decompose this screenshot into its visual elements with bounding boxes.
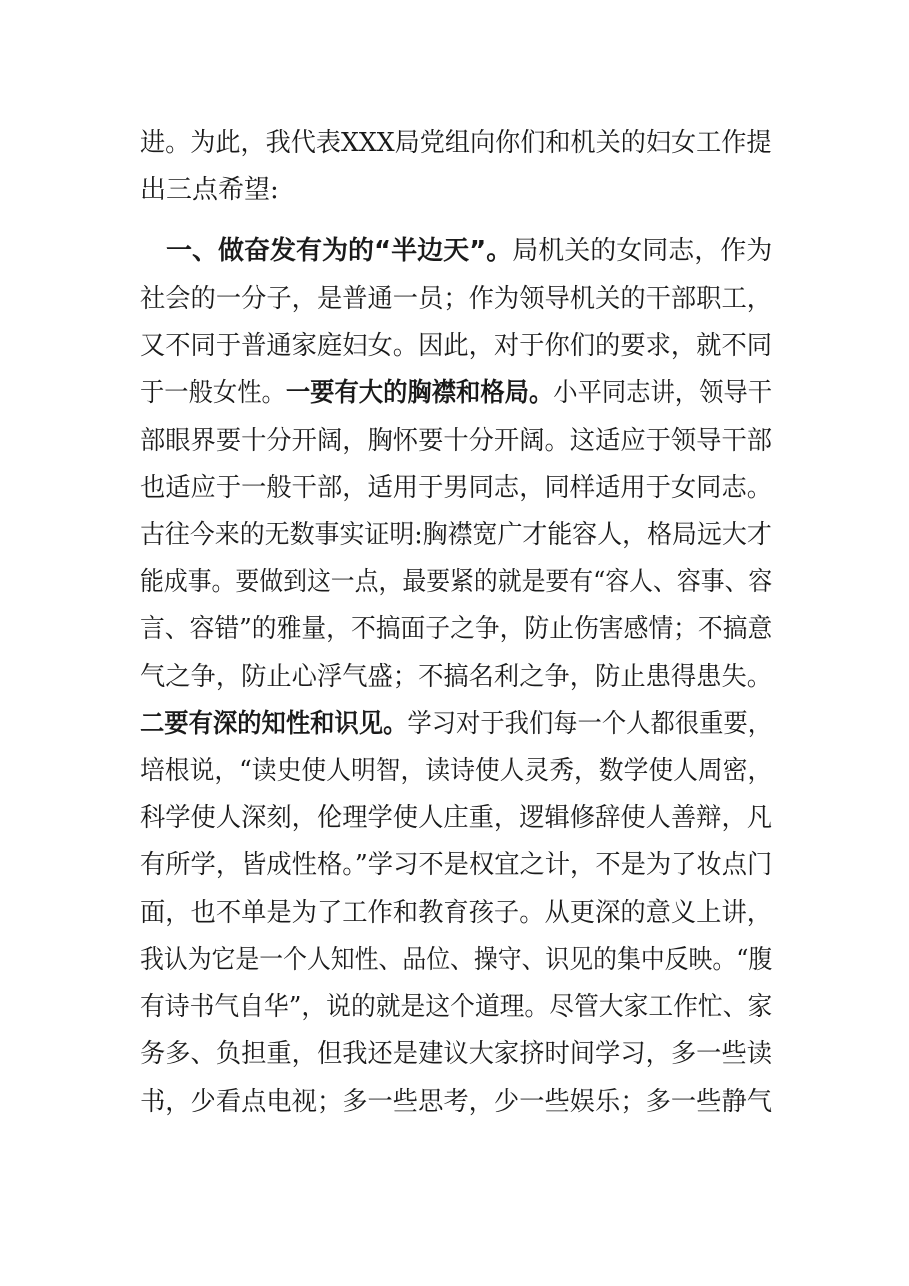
text-line: 部眼界要十分开阔，胸怀要十分开阔。这适应于领导干部 [140, 426, 773, 456]
text-line: 气之争，防止心浮气盛；不搞名利之争，防止患得患失。 [140, 662, 773, 692]
text-line: 社会的一分子，是普通一员；作为领导机关的干部职工， [140, 284, 773, 314]
text-line: 二要有深的知性和识见。学习对于我们每一个人都很重要， [140, 709, 773, 739]
text-line: 我认为它是一个人知性、品位、操守、识见的集中反映。“腹 [140, 945, 773, 975]
section-heading: 一、做奋发有为的“半边天”。 [166, 236, 513, 266]
text-line: 进。为此，我代表XXX局党组向你们和机关的妇女工作提 [140, 128, 772, 158]
text-line: 又不同于普通家庭妇女。因此，对于你们的要求，就不同 [140, 331, 773, 361]
subheading: 二要有深的知性和识见。 [140, 709, 408, 739]
section-heading-line: 一、做奋发有为的“半边天”。局机关的女同志，作为 [166, 236, 773, 266]
text-line: 言、容错”的雅量，不搞面子之争，防止伤害感情；不搞意 [140, 614, 773, 644]
text-line: 有所学，皆成性格。”学习不是权宜之计，不是为了妆点门 [140, 850, 773, 880]
text-line: 有诗书气自华”，说的就是这个道理。尽管大家工作忙、家 [140, 992, 773, 1022]
text-line: 务多、负担重，但我还是建议大家挤时间学习，多一些读 [140, 1039, 773, 1069]
text-line: 能成事。要做到这一点，最要紧的就是要有“容人、容事、容 [140, 567, 773, 597]
text-line: 培根说，“读史使人明智，读诗使人灵秀，数学使人周密， [140, 756, 773, 786]
text-line: 书，少看点电视；多一些思考，少一些娱乐；多一些静气 [140, 1087, 773, 1117]
text-line: 出三点希望: [140, 175, 279, 205]
subheading: 一要有大的胸襟和格局。 [285, 378, 554, 408]
text-line: 古往今来的无数事实证明:胸襟宽广才能容人，格局远大才 [140, 520, 772, 550]
text-line: 于一般女性。一要有大的胸襟和格局。小平同志讲，领导干 [140, 378, 773, 408]
text-line: 面，也不单是为了工作和教育孩子。从更深的意义上讲， [140, 898, 773, 928]
text-line: 也适应于一般干部，适用于男同志，同样适用于女同志。 [140, 473, 773, 503]
text-line: 科学使人深刻，伦理学使人庄重，逻辑修辞使人善辩，凡 [140, 803, 773, 833]
